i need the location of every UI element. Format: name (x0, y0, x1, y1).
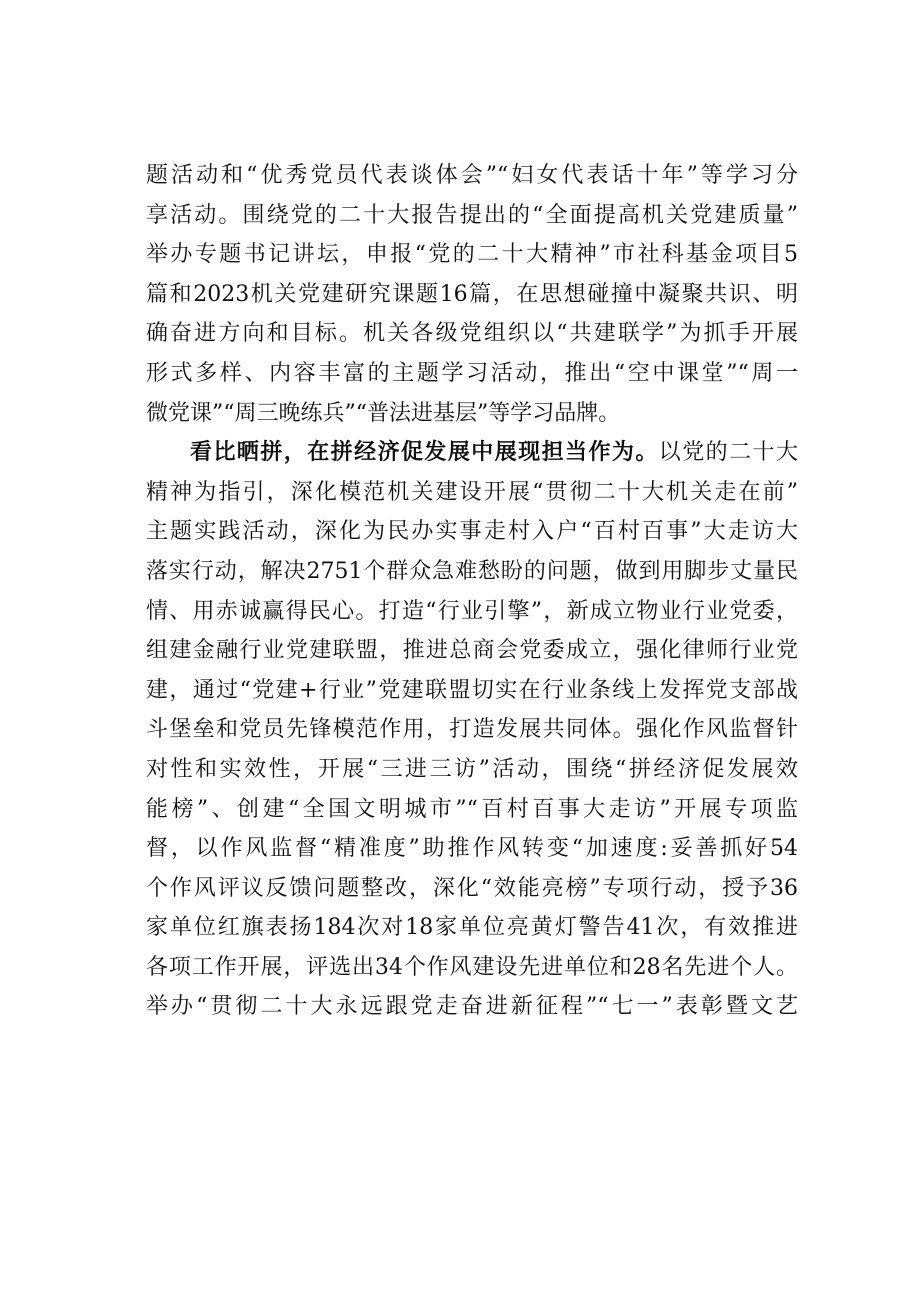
text-line: 确奋进方向和目标。机关各级党组织以“共建联学”为抓手开展 (146, 321, 798, 347)
text-segment: 以党的二十大 (658, 440, 798, 466)
text-line: 举办专题书记讲坛，申报“党的二十大精神”市社科基金项目5 (146, 242, 798, 268)
text-line: 能榜”、创建“全国文明城市”“百村百事大走访”开展专项监 (146, 796, 798, 822)
text-line: 形式多样、内容丰富的主题学习活动，推出“空中课堂”“周一 (146, 360, 798, 386)
text-line: 主题实践活动，深化为民办实事走村入户“百村百事”大走访大 (146, 519, 798, 545)
paragraph-lead-heading: 看比晒拼，在拼经济促发展中展现担当作为。 (190, 439, 659, 466)
document-body (146, 156, 798, 1027)
text-line: 篇和2023机关党建研究课题16篇，在思想碰撞中凝聚共识、明 (146, 281, 798, 307)
paragraph-1 (146, 156, 798, 433)
text-line (146, 433, 798, 473)
text-line: 斗堡垒和党员先锋模范作用，打造发展共同体。强化作风监督针 (146, 717, 798, 743)
text-line: 享活动。围绕党的二十大报告提出的“全面提高机关党建质量” (146, 202, 798, 228)
text-line: 各项工作开展，评选出34个作风建设先进单位和28名先进个人。 (146, 954, 798, 980)
text-line: 对性和实效性，开展“三进三访”活动，围绕“拼经济促发展效 (146, 756, 798, 782)
text-line: 个作风评议反馈问题整改，深化“效能亮榜”专项行动，授予36 (146, 875, 798, 901)
text-line: 督，以作风监督“精准度”助推作风转变“加速度:妥善抓好54 (146, 836, 798, 862)
text-line: 情、用赤诚赢得民心。打造“行业引擎”，新成立物业行业党委， (146, 598, 798, 624)
text-line: 题活动和“优秀党员代表谈体会”“妇女代表话十年”等学习分 (146, 163, 798, 188)
text-line: 组建金融行业党建联盟，推进总商会党委成立，强化律师行业党 (146, 638, 798, 664)
text-line: 落实行动，解决2751个群众急难愁盼的问题，做到用脚步丈量民 (146, 558, 798, 584)
text-line: 精神为指引，深化模范机关建设开展“贯彻二十大机关走在前” (146, 479, 798, 505)
text-line: 举办“贯彻二十大永远跟党走奋进新征程”“七一”表彰暨文艺 (146, 994, 798, 1020)
text-line: 建，通过“党建+行业”党建联盟切实在行业条线上发挥党支部战 (146, 677, 798, 703)
paragraph-2 (146, 433, 798, 1027)
text-line: 微党课”“周三晚练兵”“普法进基层”等学习品牌。 (146, 400, 621, 426)
text-line: 家单位红旗表扬184次对18家单位亮黄灯警告41次，有效推进 (146, 915, 798, 941)
